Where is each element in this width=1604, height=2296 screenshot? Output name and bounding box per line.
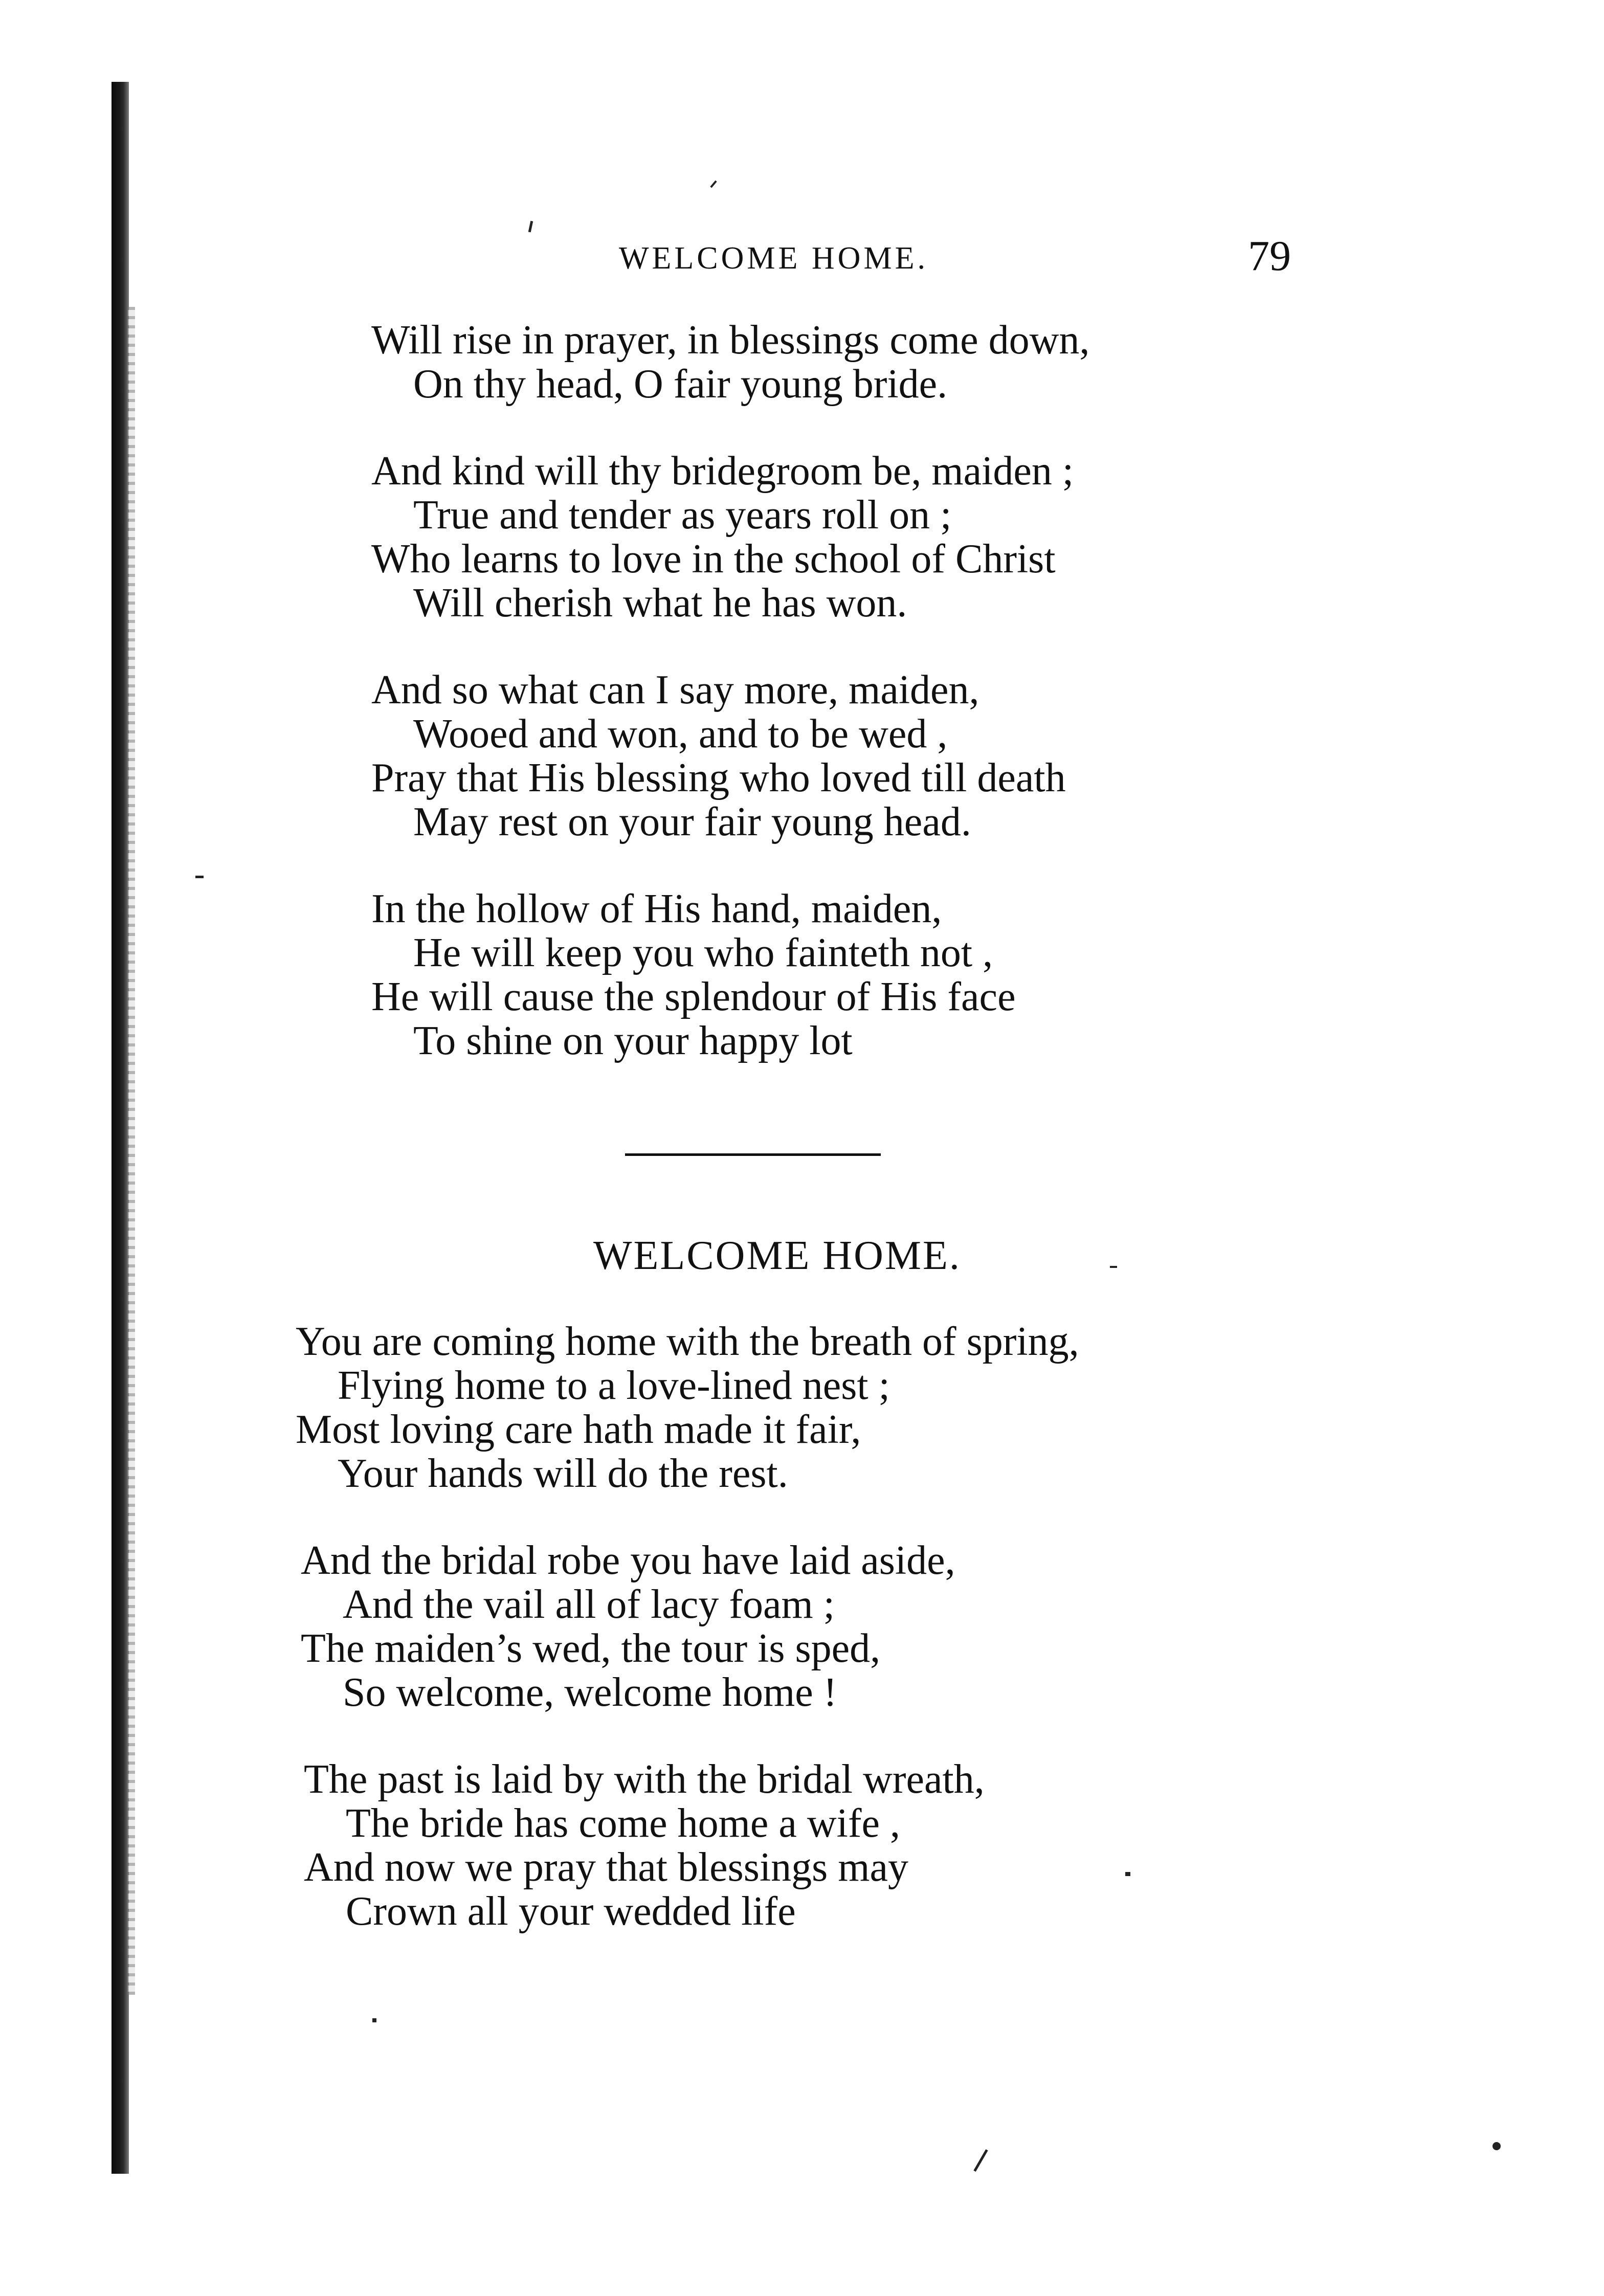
verse-line: Flying home to a love-lined nest ; — [338, 1363, 890, 1408]
verse-line: May rest on your fair young head. — [413, 799, 971, 844]
verse-line: Wooed and won, and to be wed , — [413, 711, 948, 756]
scan-speck — [1110, 1266, 1117, 1268]
verse-line: On thy head, O fair young bride. — [413, 362, 948, 407]
verse-line: Who learns to love in the school of Christ — [371, 537, 1056, 582]
verse-line: And kind will thy bridegroom be, maiden ; — [371, 449, 1074, 494]
stanza-2 — [371, 449, 1074, 625]
verse-line: Your hands will do the rest. — [338, 1451, 788, 1496]
verse-line: Most loving care hath made it fair, — [296, 1407, 861, 1452]
verse-line: He will cause the splendour of His face — [371, 974, 1016, 1019]
verse-line: Will rise in prayer, in blessings come down, — [371, 318, 1090, 363]
stanza-4 — [371, 887, 1016, 1063]
stanza-3 — [371, 668, 1066, 844]
verse-line: The bride has come home a wife , — [346, 1801, 901, 1846]
scan-speck — [195, 876, 204, 878]
verse-line: And the bridal robe you have laid aside, — [301, 1538, 955, 1583]
scan-speck — [372, 2018, 376, 2022]
stanza-6 — [301, 1539, 955, 1714]
verse-line: The past is laid by with the bridal wreath, — [304, 1757, 985, 1802]
scan-speck — [528, 221, 533, 233]
scan-speck — [710, 181, 717, 188]
verse-line: True and tender as years roll on ; — [413, 493, 952, 538]
stanza-1 — [371, 318, 1089, 406]
binding-shadow — [128, 307, 135, 1995]
verse-line: To shine on your happy lot — [413, 1018, 853, 1063]
binding-edge — [112, 82, 129, 2174]
verse-line: Will cherish what he has won. — [413, 581, 907, 626]
verse-line: The maiden’s wed, the tour is sped, — [301, 1626, 881, 1671]
scan-speck — [973, 2149, 988, 2172]
stanza-7 — [304, 1757, 985, 1933]
scan-speck — [1492, 2142, 1501, 2150]
verse-line: Pray that His blessing who loved till death — [371, 755, 1066, 800]
poem-title: WELCOME HOME. — [593, 1233, 961, 1278]
running-head: WELCOME HOME. — [619, 241, 928, 276]
verse-line: In the hollow of His hand, maiden, — [371, 886, 942, 931]
scan-speck — [1125, 1872, 1130, 1876]
verse-line: He will keep you who fainteth not , — [413, 930, 993, 975]
verse-line: So welcome, welcome home ! — [343, 1670, 837, 1715]
page-number: 79 — [1248, 232, 1291, 280]
stanza-5 — [296, 1320, 1079, 1496]
verse-line: And now we pray that blessings may — [304, 1845, 909, 1890]
verse-line: You are coming home with the breath of spring, — [296, 1319, 1079, 1364]
verse-line: Crown all your wedded life — [346, 1889, 796, 1934]
verse-line: And the vail all of lacy foam ; — [343, 1582, 835, 1627]
verse-line: And so what can I say more, maiden, — [371, 667, 979, 712]
section-divider — [625, 1153, 881, 1156]
